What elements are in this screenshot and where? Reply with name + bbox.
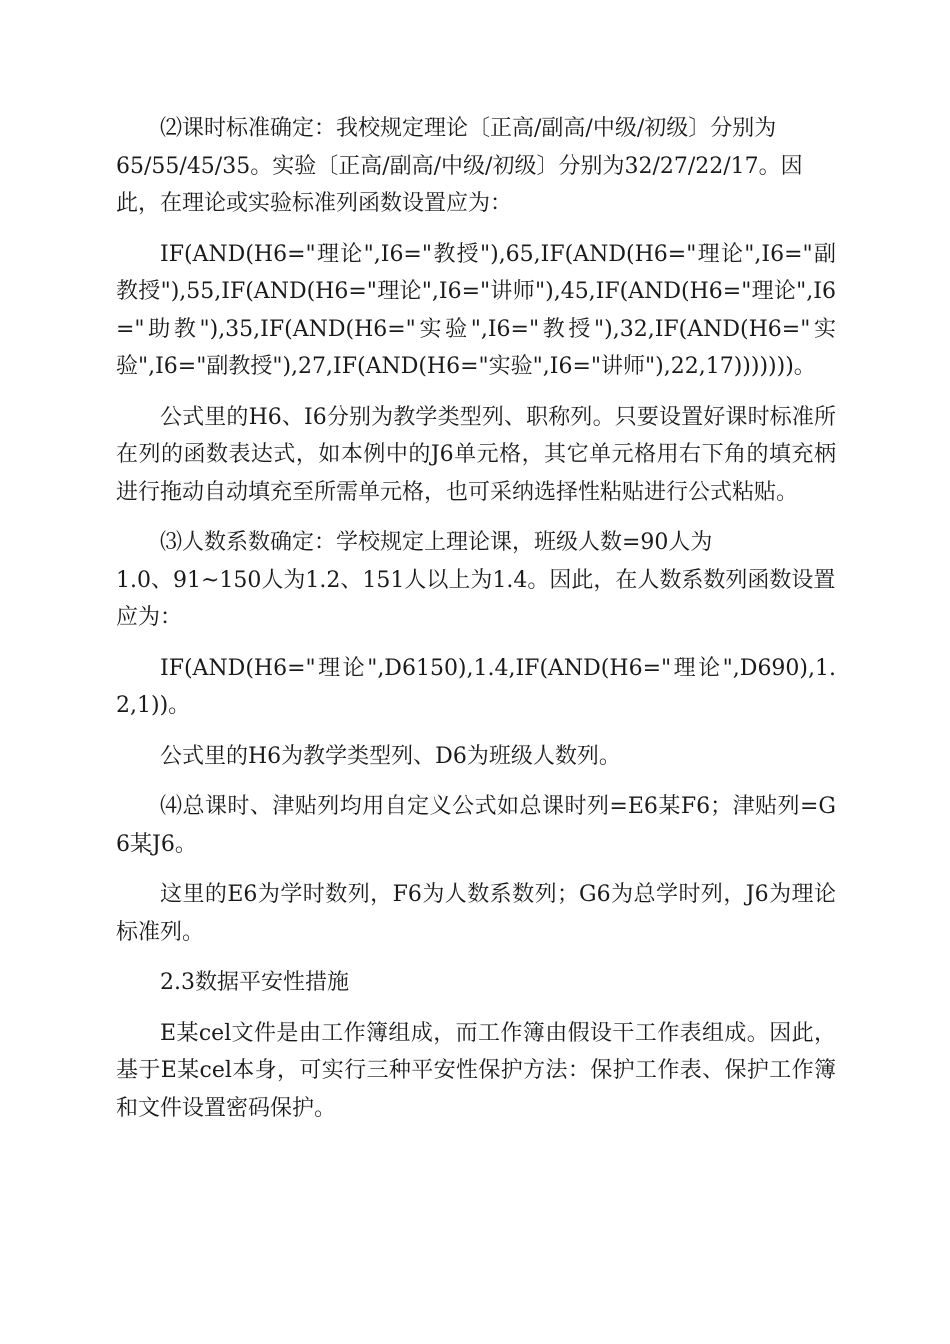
section-heading-data-security: 2.3数据平安性措施 <box>160 970 349 995</box>
paragraph-class-hour-standard <box>116 110 836 223</box>
paragraph-h6-d6-explanation: 公式里的H6为教学类型列、D6为班级人数列。 <box>160 743 621 769</box>
paragraph-formula-explanation: 公式里的H6、I6分别为教学类型列、职称列。只要设置好课时标准所在列的函数表达式，如本例中的J6单元格，其它单元格用右下角的填充柄进行拖动自动填充至所需单元格，也可采纳选择性粘贴进行公式粘贴。 <box>116 404 836 505</box>
text-line: ⑶人数系数确定：学校规定上理论课，班级人数=90人为 <box>160 530 713 555</box>
paragraph-column-explanation: 这里的E6为学时数列，F6为人数系数列；G6为总学时列，J6为理论标准列。 <box>116 882 836 945</box>
text-line: 此，在理论或实验标准列函数设置应为： <box>116 191 513 216</box>
document-page <box>116 110 836 1140</box>
formula-class-hour-standard: IF(AND(H6="理论",I6="教授"),65,IF(AND(H6="理论",I6="副教授"),55,IF(AND(H6="理论",I6="讲师"),45,IF(AND(H6="理论",I6="助教"),35,IF(AND(H6="实验",I6="教授"),32,IF(AND(H6="实验",I6="副教授"),27,IF(AND(H6="实验",I6="讲师"),22,17)))))))。 <box>116 241 836 379</box>
paragraph-excel-protection: E某cel文件是由工作簿组成，而工作簿由假设干工作表组成。因此，基于E某cel本身，可实行三种平安性保护方法：保护工作表、保护工作簿和文件设置密码保护。 <box>116 1020 836 1121</box>
formula-student-coefficient: IF(AND(H6="理论",D6150),1.4,IF(AND(H6="理论",D690),1.2,1))。 <box>116 655 836 718</box>
paragraph-student-coefficient <box>116 524 836 637</box>
text-line: ⑵课时标准确定：我校规定理论〔正高/副高/中级/初级〕分别为 <box>160 116 777 141</box>
text-line: 1.0、91~150人为1.2、151人以上为1.4。因此，在人数系数列函数设置 <box>116 567 836 593</box>
text-line: 应为： <box>116 605 183 630</box>
paragraph-total-hours-allowance: ⑷总课时、津贴列均用自定义公式如总课时列=E6某F6；津贴列=G6某J6。 <box>116 794 836 857</box>
text-line: 65/55/45/35。实验〔正高/副高/中级/初级〕分别为32/27/22/17。因 <box>116 153 803 179</box>
